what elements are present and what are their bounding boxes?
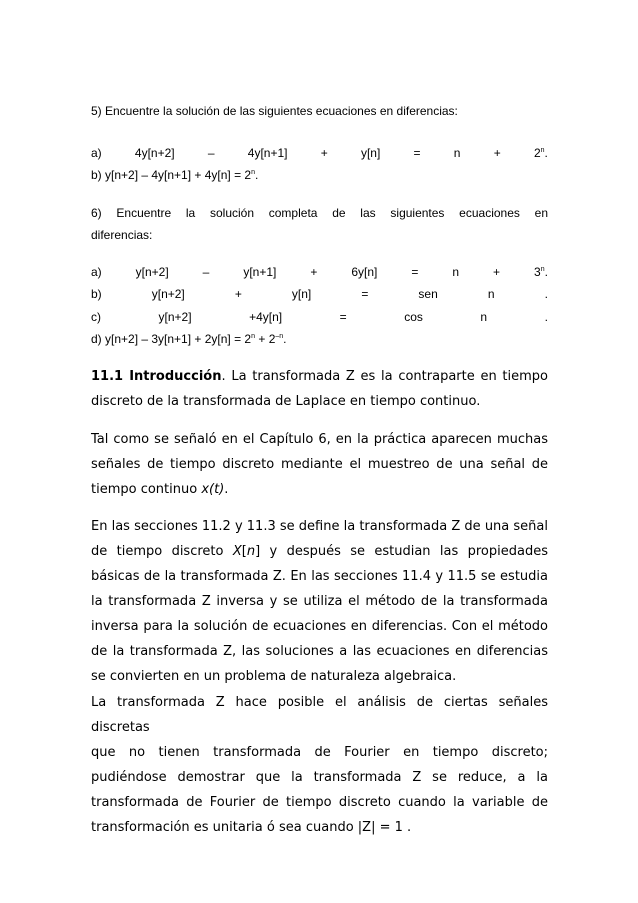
eq-part: cos: [404, 310, 423, 324]
eq-part: +: [310, 265, 318, 279]
eq-part: 4y[n+2]: [134, 146, 175, 160]
eq-part: n: [453, 146, 461, 160]
eq-part: =: [411, 265, 419, 279]
eq-part: +: [493, 146, 501, 160]
exercise-6-title-cont: diferencias:: [91, 228, 153, 242]
eq-part: y[n+1]: [243, 265, 277, 279]
exercise-6b: [91, 284, 548, 304]
eq-part: =: [361, 287, 369, 301]
eq-part: a): [91, 146, 102, 160]
eq-part: y[n]: [291, 287, 312, 301]
exercise-6a: [91, 262, 548, 282]
eq-part: b): [91, 287, 102, 301]
eq-part: .: [544, 310, 548, 324]
eq-part: +: [493, 265, 501, 279]
eq-part: –: [207, 146, 215, 160]
eq-part: .: [544, 287, 548, 301]
exercise-5b: b) $y[n+2] - 4y[n+1] + 4y[n] = 2^n$.: [91, 168, 259, 182]
eq-part: 4y[n+1]: [247, 146, 288, 160]
eq-part: n: [452, 265, 460, 279]
exercise-5-title: 5) Encuentre la solución de las siguientes ecuaciones en diferencias:: [91, 104, 458, 118]
exercise-6d: d) $y[n+2] - 3y[n+1] + 2y[n] = 2^n + 2^{-n}$.: [91, 332, 287, 346]
intro-paragraph-1: 11.1 Introducción. La transformada Z es la contraparte en tiempo discreto de la transformada de Laplace en tiempo continuo.: [91, 369, 548, 409]
eq-part: +: [320, 146, 328, 160]
intro-paragraph-3: En las secciones 11.2 y 11.3 se define la transformada Z de una señal de tiempo discreto X[n] y después se estudian las propiedades básicas de la transformada Z. En las secciones 11.4 y 11.5 se estudia la transformada Z inversa y se utiliza el método de la transformada inversa para la solución de ecuaciones en diferencias. Con el método de la transformada Z, las soluciones a las ecuaciones en diferencias se convierten en un problema de naturaleza algebraica.: [91, 519, 548, 684]
eq-part: y[n+2]: [135, 265, 169, 279]
eq-part: 3$^n$.: [534, 265, 548, 279]
eq-part: +: [234, 287, 242, 301]
eq-part: y[n]: [360, 146, 381, 160]
eq-part: c): [91, 310, 101, 324]
intro-paragraph-4: La transformada Z hace posible el análisis de ciertas señales discretas que no tienen transformada de Fourier en tiempo discreto; pudiéndose demostrar que la transformada Z se reduce, a la transformada de Fourier de tiempo discreto cuando la variable de transformación es unitaria ó sea cuando |Z| = 1 .: [91, 695, 548, 835]
exercise-6c: [91, 307, 548, 327]
eq-part: y[n+2]: [158, 310, 192, 324]
eq-part: +4y[n]: [249, 310, 283, 324]
eq-part: sen: [418, 287, 438, 301]
eq-part: –: [202, 265, 210, 279]
eq-part: n: [487, 287, 495, 301]
eq-part: a): [91, 265, 102, 279]
eq-part: =: [413, 146, 421, 160]
exercise-5a: [91, 143, 548, 163]
eq-part: 2$^n$.: [533, 146, 548, 160]
eq-part: 6y[n]: [351, 265, 378, 279]
eq-part: n: [480, 310, 488, 324]
exercise-6-title: 6) Encuentre la solución completa de las siguientes ecuaciones en: [91, 206, 548, 220]
section-heading: 11.1 Introducción: [91, 369, 222, 384]
eq-part: =: [339, 310, 347, 324]
eq-part: y[n+2]: [151, 287, 185, 301]
intro-paragraph-2: Tal como se señaló en el Capítulo 6, en la práctica aparecen muchas señales de tiempo discreto mediante el muestreo de una señal de tiempo continuo x(t).: [91, 432, 548, 497]
